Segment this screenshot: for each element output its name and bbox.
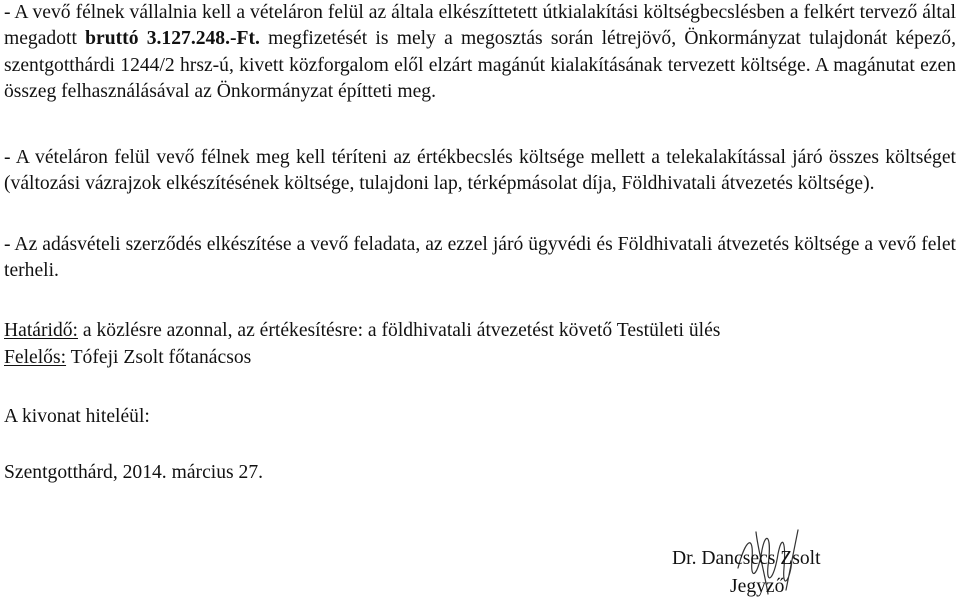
- deadline-line: [4, 318, 720, 344]
- deadline-label: Határidő:: [4, 320, 78, 341]
- gross-amount: bruttó 3.127.248.-Ft.: [85, 28, 260, 50]
- paragraph-additional-costs: - A vételáron felül vevő félnek meg kell téríteni az értékbecslés költsége mellett a telekalakítással járó összes költséget (változási vázrajzok elkészítésének költsége, tulajdoni lap, térképmásolat díja, Földhivatali átvezetés költsége).: [4, 147, 956, 195]
- paragraph-road-cost: [4, 0, 956, 106]
- paragraph-road-cost-text-1: - A vevő félnek vállalnia kell a vételáron felül az általa elkészíttetett útkialakítási költségbecslésben a felkért tervező által megadott: [4, 2, 956, 50]
- place-date: Szentgotthárd, 2014. március 27.: [4, 462, 264, 483]
- signatory-name: Dr. Dancsecs Zsolt: [672, 548, 821, 569]
- responsible-text: Tófeji Zsolt főtanácsos: [66, 347, 252, 368]
- signatory-title: Jegyző: [730, 576, 785, 597]
- responsible-label: Felelős:: [4, 347, 67, 368]
- deadline-text: a közlésre azonnal, az értékesítésre: a földhivatali átvezetést követő Testületi ülés: [78, 320, 721, 341]
- responsible-line: [4, 345, 251, 371]
- certification-text: A kivonat hiteléül:: [4, 406, 150, 427]
- paragraph-road-cost-text-2: megfizetését is mely a megosztás során létrejövő, Önkormányzat tulajdonát képező, szentgotthárdi 1244/2 hrsz-ú, kivett közforgalom elől elzárt magánút kialakításának tervezett költsége. A magánutat ezen összeg felhasználásával az Önkormányzat építteti meg.: [4, 28, 956, 103]
- paragraph-contract-costs: - Az adásvételi szerződés elkészítése a vevő feladata, az ezzel járó ügyvédi és Földhivatali átvezetés költsége a vevő felet terheli.: [4, 234, 956, 282]
